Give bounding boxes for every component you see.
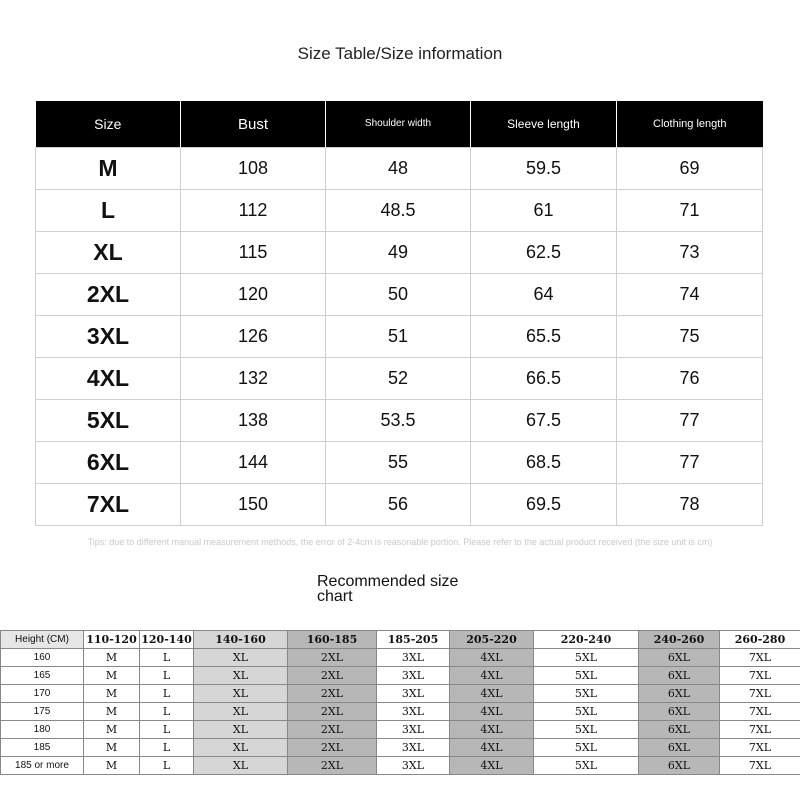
header-size: Size xyxy=(36,101,181,148)
recommended-size-cell: 5XL xyxy=(534,649,639,667)
measurement-cell: 74 xyxy=(617,274,763,316)
height-cell: 170 xyxy=(1,685,84,703)
recommended-header-cell: 110-120 xyxy=(84,631,140,649)
header-clothing-length: Clothing length xyxy=(617,101,763,148)
measurement-cell: 56 xyxy=(326,484,471,526)
recommended-size-cell: XL xyxy=(194,667,288,685)
recommended-size-cell: 4XL xyxy=(450,649,534,667)
size-cell: L xyxy=(36,190,181,232)
size-table xyxy=(35,101,763,526)
size-cell: 4XL xyxy=(36,358,181,400)
recommended-size-cell: 4XL xyxy=(450,757,534,775)
measurement-cell: 73 xyxy=(617,232,763,274)
recommended-size-cell: M xyxy=(84,685,140,703)
recommended-size-cell: 6XL xyxy=(639,685,720,703)
table-row xyxy=(36,190,763,232)
measurement-cell: 150 xyxy=(181,484,326,526)
recommended-size-cell: 3XL xyxy=(377,667,450,685)
measurement-cell: 71 xyxy=(617,190,763,232)
recommended-size-cell: 3XL xyxy=(377,703,450,721)
measurement-cell: 77 xyxy=(617,400,763,442)
table-row xyxy=(36,442,763,484)
recommended-size-cell: 3XL xyxy=(377,757,450,775)
measurement-cell: 69.5 xyxy=(471,484,617,526)
size-cell: 6XL xyxy=(36,442,181,484)
recommended-size-cell: 3XL xyxy=(377,685,450,703)
measurement-cell: 62.5 xyxy=(471,232,617,274)
recommended-size-cell: 6XL xyxy=(639,739,720,757)
table-row xyxy=(36,484,763,526)
table-row xyxy=(1,703,800,721)
recommended-size-cell: 6XL xyxy=(639,667,720,685)
table-row xyxy=(36,316,763,358)
recommended-size-cell: 3XL xyxy=(377,721,450,739)
recommended-size-cell: 4XL xyxy=(450,667,534,685)
table-row xyxy=(36,232,763,274)
measurement-cell: 59.5 xyxy=(471,148,617,190)
recommended-size-cell: 2XL xyxy=(288,649,377,667)
recommended-size-cell: M xyxy=(84,739,140,757)
recommended-size-cell: 7XL xyxy=(720,685,800,703)
header-bust: Bust xyxy=(181,101,326,148)
recommended-size-cell: 2XL xyxy=(288,685,377,703)
table-row xyxy=(1,739,800,757)
recommended-size-cell: XL xyxy=(194,685,288,703)
measurement-cell: 65.5 xyxy=(471,316,617,358)
recommended-size-cell: 4XL xyxy=(450,703,534,721)
recommended-size-cell: 6XL xyxy=(639,757,720,775)
recommended-size-cell: L xyxy=(140,703,194,721)
recommended-header-cell: 220-240 xyxy=(534,631,639,649)
measurement-cell: 66.5 xyxy=(471,358,617,400)
measurement-cell: 68.5 xyxy=(471,442,617,484)
table-row xyxy=(1,649,800,667)
recommended-size-cell: 3XL xyxy=(377,739,450,757)
recommended-size-cell: XL xyxy=(194,649,288,667)
recommended-size-cell: 7XL xyxy=(720,739,800,757)
recommended-size-cell: L xyxy=(140,739,194,757)
recommended-size-cell: XL xyxy=(194,739,288,757)
recommended-size-cell: 2XL xyxy=(288,703,377,721)
recommended-size-cell: 6XL xyxy=(639,703,720,721)
recommended-size-cell: 7XL xyxy=(720,721,800,739)
recommended-size-cell: 5XL xyxy=(534,703,639,721)
measurement-cell: 108 xyxy=(181,148,326,190)
measurement-cell: 52 xyxy=(326,358,471,400)
height-cell: 175 xyxy=(1,703,84,721)
measurement-cell: 55 xyxy=(326,442,471,484)
measurement-cell: 48.5 xyxy=(326,190,471,232)
measurement-cell: 69 xyxy=(617,148,763,190)
size-cell: M xyxy=(36,148,181,190)
table-row xyxy=(1,685,800,703)
recommended-size-cell: XL xyxy=(194,721,288,739)
height-cell: 185 xyxy=(1,739,84,757)
recommended-header-cell: 160-185 xyxy=(288,631,377,649)
recommended-size-cell: 2XL xyxy=(288,757,377,775)
table-row xyxy=(36,400,763,442)
recommended-size-cell: M xyxy=(84,721,140,739)
recommended-size-cell: 5XL xyxy=(534,757,639,775)
measurement-cell: 48 xyxy=(326,148,471,190)
table-row xyxy=(36,148,763,190)
recommended-size-cell: 4XL xyxy=(450,685,534,703)
measurement-cell: 49 xyxy=(326,232,471,274)
measurement-cell: 78 xyxy=(617,484,763,526)
recommended-size-cell: 7XL xyxy=(720,649,800,667)
recommended-size-cell: L xyxy=(140,721,194,739)
measurement-cell: 126 xyxy=(181,316,326,358)
table-row xyxy=(1,757,800,775)
measurement-cell: 76 xyxy=(617,358,763,400)
recommended-size-cell: XL xyxy=(194,757,288,775)
height-cell: 180 xyxy=(1,721,84,739)
recommended-header-cell: 140-160 xyxy=(194,631,288,649)
recommended-size-cell: 7XL xyxy=(720,757,800,775)
recommended-header-cell: 240-260 xyxy=(639,631,720,649)
measurement-cell: 77 xyxy=(617,442,763,484)
measurement-cell: 138 xyxy=(181,400,326,442)
recommended-size-cell: 5XL xyxy=(534,721,639,739)
tips-note: Tips: due to different manual measurement methods, the error of 2-4cm is reasonable portion. Please refer to the actual product received (the size unit is cm) xyxy=(87,537,713,547)
recommended-size-cell: L xyxy=(140,757,194,775)
recommended-size-cell: M xyxy=(84,667,140,685)
measurement-cell: 132 xyxy=(181,358,326,400)
recommended-size-cell: 7XL xyxy=(720,703,800,721)
size-cell: 2XL xyxy=(36,274,181,316)
recommended-size-cell: 2XL xyxy=(288,721,377,739)
recommended-size-cell: M xyxy=(84,703,140,721)
measurement-cell: 64 xyxy=(471,274,617,316)
table-row xyxy=(36,274,763,316)
recommended-size-cell: 2XL xyxy=(288,667,377,685)
measurement-cell: 120 xyxy=(181,274,326,316)
recommended-header-cell: 120-140 xyxy=(140,631,194,649)
measurement-cell: 144 xyxy=(181,442,326,484)
recommended-size-cell: M xyxy=(84,649,140,667)
recommended-size-cell: L xyxy=(140,685,194,703)
size-table-header xyxy=(36,101,763,148)
table-row xyxy=(1,667,800,685)
recommended-size-cell: 5XL xyxy=(534,685,639,703)
measurement-cell: 61 xyxy=(471,190,617,232)
height-cell: 165 xyxy=(1,667,84,685)
recommended-size-cell: 3XL xyxy=(377,649,450,667)
height-cell: 160 xyxy=(1,649,84,667)
measurement-cell: 115 xyxy=(181,232,326,274)
recommended-size-cell: XL xyxy=(194,703,288,721)
recommended-size-cell: 5XL xyxy=(534,667,639,685)
recommended-title: Recommended size chart xyxy=(317,573,459,605)
recommended-size-cell: L xyxy=(140,649,194,667)
recommended-size-cell: M xyxy=(84,757,140,775)
recommended-header-cell: 260-280 xyxy=(720,631,800,649)
recommended-size-cell: 4XL xyxy=(450,721,534,739)
size-cell: 3XL xyxy=(36,316,181,358)
table-row xyxy=(1,721,800,739)
header-sleeve-length: Sleeve length xyxy=(471,101,617,148)
recommended-header-cell: 205-220 xyxy=(450,631,534,649)
recommended-size-cell: 6XL xyxy=(639,649,720,667)
recommended-header xyxy=(1,631,800,649)
recommended-header-cell: Height (CM) xyxy=(1,631,84,649)
measurement-cell: 53.5 xyxy=(326,400,471,442)
recommended-header-cell: 185-205 xyxy=(377,631,450,649)
size-cell: 7XL xyxy=(36,484,181,526)
height-cell: 185 or more xyxy=(1,757,84,775)
page-title: Size Table/Size information xyxy=(297,44,503,63)
recommended-size-table xyxy=(0,630,800,775)
header-shoulder-width: Shoulder width xyxy=(326,101,471,148)
recommended-size-cell: 2XL xyxy=(288,739,377,757)
recommended-size-cell: 6XL xyxy=(639,721,720,739)
measurement-cell: 75 xyxy=(617,316,763,358)
recommended-size-cell: 4XL xyxy=(450,739,534,757)
measurement-cell: 67.5 xyxy=(471,400,617,442)
size-cell: XL xyxy=(36,232,181,274)
measurement-cell: 50 xyxy=(326,274,471,316)
table-row xyxy=(36,358,763,400)
recommended-size-cell: 7XL xyxy=(720,667,800,685)
size-cell: 5XL xyxy=(36,400,181,442)
measurement-cell: 51 xyxy=(326,316,471,358)
measurement-cell: 112 xyxy=(181,190,326,232)
recommended-size-cell: L xyxy=(140,667,194,685)
recommended-size-cell: 5XL xyxy=(534,739,639,757)
